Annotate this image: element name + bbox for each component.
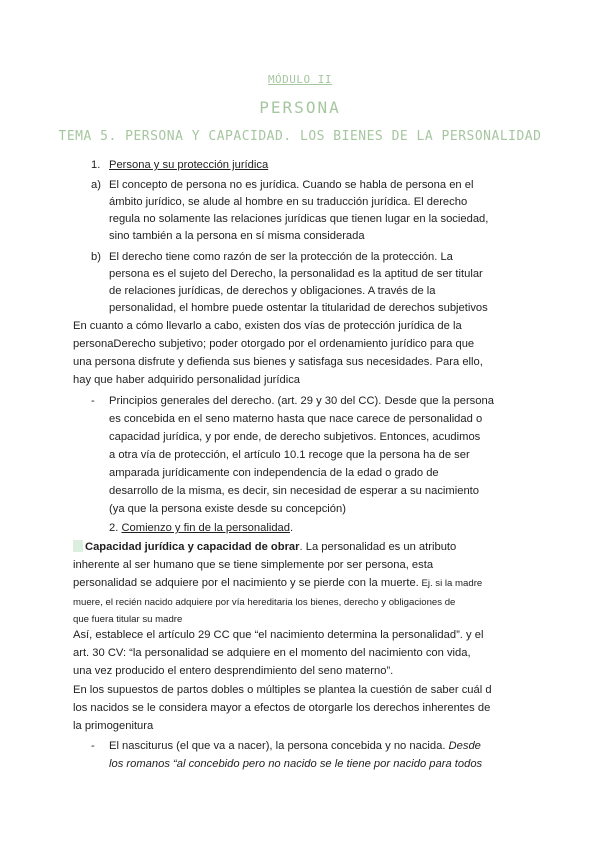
partos-paragraph-line: los nacidos se le considera mayor a efectos de otorgarle los derechos inherentes de xyxy=(73,702,491,714)
item-b-line: El derecho tiene como razón de ser la protección de la protección. La xyxy=(109,251,453,263)
nasciturus-italic: Desde xyxy=(445,740,481,752)
paragraph-line: En cuanto a cómo llevarlo a cabo, existen dos vías de protección jurídica de la xyxy=(73,320,462,332)
partos-paragraph-line: En los supuestos de partos dobles o múltiples se plantea la cuestión de saber cuál d xyxy=(73,684,492,696)
article-paragraph-line: una vez producido el entero desprendimiento del seno materno”. xyxy=(73,665,394,677)
partos-paragraph-line: la primogenitura xyxy=(73,720,154,732)
topic-title: TEMA 5. PERSONA Y CAPACIDAD. LOS BIENES DE LA PERSONALIDAD xyxy=(58,129,542,144)
capacidad-bold-term: Capacidad jurídica y capacidad de obrar xyxy=(85,541,300,553)
paragraph-line: una persona disfrute y defienda sus bienes y satisfaga sus necesidades. Para ello, xyxy=(73,356,483,368)
example-line: que fuera titular su madre xyxy=(73,614,183,625)
module-heading: MÓDULO II xyxy=(267,73,333,86)
section-1-title: Persona y su protección jurídica xyxy=(109,159,269,171)
dash-line: amparada jurídicamente con independencia de la edad o grado de xyxy=(109,467,439,479)
article-paragraph-line: art. 30 CV: “la personalidad se adquiere en el momento del nacimiento con vida, xyxy=(73,647,471,659)
section-2-number: 2. xyxy=(109,522,119,534)
item-a-marker: a) xyxy=(91,179,101,191)
section-2-title: Comienzo y fin de la personalidad xyxy=(121,522,290,534)
dash-marker: - xyxy=(91,740,95,752)
paragraph-line: hay que haber adquirido personalidad jurídica xyxy=(73,374,301,386)
unit-title: PERSONA xyxy=(259,98,341,117)
dash-line: desarrollo de la misma, es decir, sin necesidad de esperar a su nacimiento xyxy=(109,485,480,497)
dash-line: a otra vía de protección, el artículo 10.1 recoge que la persona ha de ser xyxy=(109,449,470,461)
capacidad-rest: . La personalidad es un atributo xyxy=(299,541,457,553)
section-2-period: . xyxy=(290,522,294,534)
dash-line: (ya que la persona existe desde su concepción) xyxy=(109,503,346,515)
item-a-line: regula no solamente las relaciones jurídicas que tienen lugar en la sociedad, xyxy=(109,213,489,225)
dash-marker: - xyxy=(91,395,95,407)
item-a-line: sino también a la persona en sí misma considerada xyxy=(109,230,365,242)
item-b-marker: b) xyxy=(91,251,101,263)
dash-line: Principios generales del derecho. (art. 29 y 30 del CC). Desde que la persona xyxy=(109,395,494,407)
example-line: muere, el recién nacido adquiere por vía hereditaria los bienes, derecho y obligaciones de xyxy=(73,597,456,608)
paragraph-line: personaDerecho subjetivo; poder otorgado por el ordenamiento jurídico para que xyxy=(73,338,475,350)
capacidad-line-with-example xyxy=(73,575,482,592)
nasciturus-text: El nasciturus (el que va a nacer), la persona concebida y no nacida. xyxy=(109,740,446,752)
capacidad-first-line xyxy=(73,539,456,556)
example-inline: Ej. si la madre xyxy=(418,578,483,589)
item-b-line: personalidad, el hombre puede ostentar la titularidad de derechos subjetivos xyxy=(109,302,488,314)
highlight-mark xyxy=(73,540,83,552)
nasciturus-line xyxy=(109,738,481,755)
section-2-heading xyxy=(109,520,293,537)
nasciturus-italic-line: los romanos “al concebido pero no nacido se le tiene por nacido para todos xyxy=(109,758,483,770)
item-a-line: ámbito jurídico, se alude al hombre en su traducción jurídica. El derecho xyxy=(109,196,468,208)
item-b-line: persona es el sujeto del Derecho, la personalidad es la aptitud de ser titular xyxy=(109,268,483,280)
capacidad-line: inherente al ser humano que se tiene simplemente por ser persona, esta xyxy=(73,559,434,571)
dash-line: es concebida en el seno materno hasta que nace carece de personalidad o xyxy=(109,413,483,425)
capacidad-line: personalidad se adquiere por el nacimiento y se pierde con la muerte. xyxy=(73,577,419,589)
item-b-line: de relaciones jurídicas, de derechos y obligaciones. A través de la xyxy=(109,285,436,297)
item-a-line: El concepto de persona no es jurídica. Cuando se habla de persona en el xyxy=(109,179,474,191)
section-1-number: 1. xyxy=(91,159,101,171)
article-paragraph-line: Así, establece el artículo 29 CC que “el nacimiento determina la personalidad”. y el xyxy=(73,629,484,641)
dash-line: capacidad jurídica, y por ende, de derecho subjetivos. Entonces, acudimos xyxy=(109,431,481,443)
